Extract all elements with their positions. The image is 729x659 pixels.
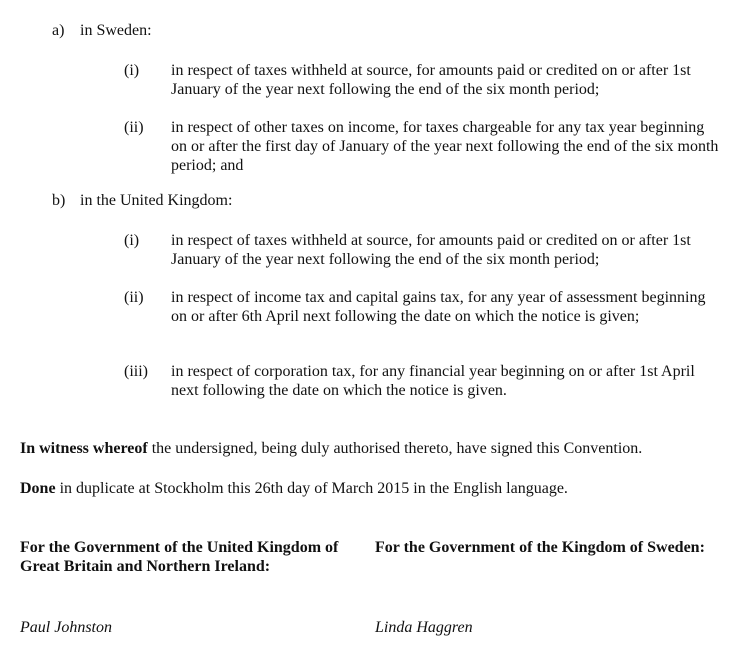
uk-signatory-name: Paul Johnston bbox=[20, 619, 112, 636]
witness-text: the undersigned, being duly authorised thereto, have signed this Convention. bbox=[147, 440, 643, 457]
section-a-item-2-text: in respect of other taxes on income, for taxes chargeable for any tax year beginning on or after the first day of January of the year next following the end of the six month period; and bbox=[171, 119, 719, 174]
witness-paragraph bbox=[20, 439, 725, 458]
section-a-heading: in Sweden: bbox=[80, 22, 152, 39]
section-a-letter: a) bbox=[52, 22, 65, 39]
uk-signatory-heading: For the Government of the United Kingdom of Great Britain and Northern Ireland: bbox=[20, 539, 339, 575]
done-text: in duplicate at Stockholm this 26th day of March 2015 in the English language. bbox=[55, 480, 568, 497]
section-b-item-2-text: in respect of income tax and capital gains tax, for any year of assessment beginning on or after 6th April next following the date on which the notice is given; bbox=[171, 289, 706, 325]
section-b-heading: in the United Kingdom: bbox=[80, 192, 233, 209]
section-a-item-1-text: in respect of taxes withheld at source, for amounts paid or credited on or after 1st January of the year next following the end of the six month period; bbox=[171, 62, 691, 98]
section-b-item-1-text: in respect of taxes withheld at source, for amounts paid or credited on or after 1st January of the year next following the end of the six month period; bbox=[171, 232, 691, 268]
done-lead: Done bbox=[20, 480, 56, 497]
section-b-item-3-number: (iii) bbox=[124, 363, 148, 380]
witness-lead: In witness whereof bbox=[20, 440, 148, 457]
section-b-item-2-number: (ii) bbox=[124, 289, 144, 306]
sweden-signatory-heading: For the Government of the Kingdom of Sweden: bbox=[375, 539, 705, 556]
section-a-item-1-number: (i) bbox=[124, 62, 140, 79]
sweden-signatory-name: Linda Haggren bbox=[375, 619, 473, 636]
section-b-item-1-number: (i) bbox=[124, 232, 140, 249]
section-b-letter: b) bbox=[52, 192, 66, 209]
section-a-item-2-number: (ii) bbox=[124, 119, 144, 136]
done-paragraph bbox=[20, 479, 725, 498]
section-b-item-3-text: in respect of corporation tax, for any financial year beginning on or after 1st April next following the date on which the notice is given. bbox=[171, 363, 695, 399]
